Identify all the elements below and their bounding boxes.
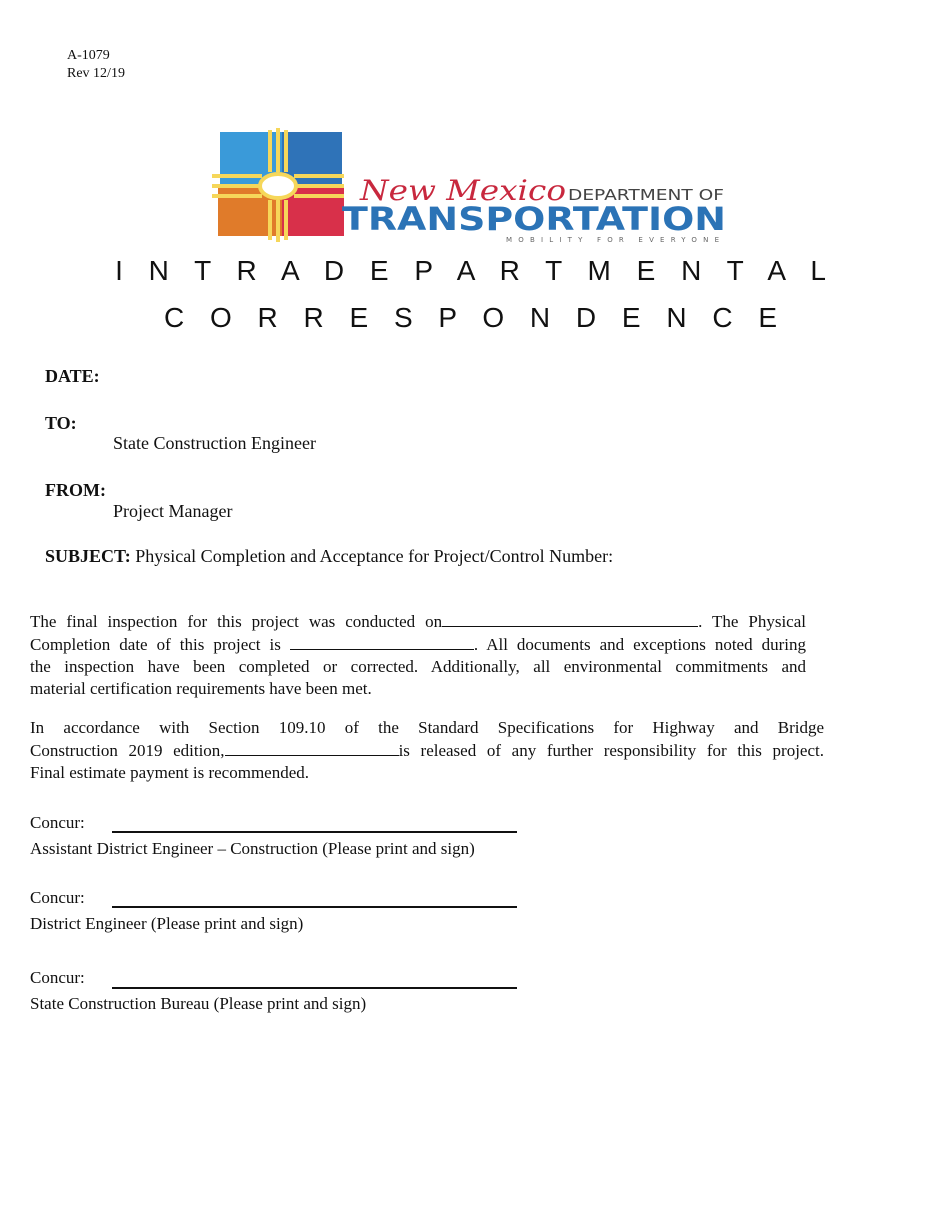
logo-script-text: New Mexico — [358, 174, 566, 207]
logo-tagline-text: MOBILITY FOR EVERYONE — [506, 236, 724, 244]
from-value: Project Manager — [113, 501, 233, 521]
paragraph-line — [30, 610, 806, 633]
form-identifier — [67, 47, 125, 83]
paragraph-text: . All documents and exceptions noted during — [473, 635, 806, 654]
title-line-2: C O R R E S P O N D E N C E — [163, 302, 787, 333]
signature-caption: State Construction Bureau (Please print and sign) — [30, 994, 367, 1013]
nmdot-logo — [212, 128, 732, 246]
inspection-date-blank[interactable] — [442, 610, 698, 627]
zia-sun-logo-mark — [212, 128, 732, 246]
paragraph-text: Completion date of this project is — [30, 635, 290, 654]
paragraph-line: In accordance with Section 109.10 of the Standard Specifications for Highway and Bridge — [30, 718, 824, 737]
paragraph-line: material certification requirements have been met. — [30, 679, 372, 698]
from-label: FROM: — [45, 480, 106, 500]
logo-dept-text: DEPARTMENT OF — [568, 186, 724, 204]
title-line-1: I N T R A D E P A R T M E N T A L — [115, 255, 835, 286]
logo-transportation-text: TRANSPORTATION — [342, 200, 726, 238]
paragraph-text: Construction 2019 edition, — [30, 741, 225, 760]
completion-date-blank[interactable] — [290, 633, 474, 650]
date-label: DATE: — [45, 366, 100, 386]
form-revision: Rev 12/19 — [67, 66, 125, 81]
subject-row — [45, 546, 613, 567]
paragraph-line: the inspection have been completed or corrected. Additionally, all environmental commitments and — [30, 657, 806, 676]
paragraph-text: The final inspection for this project was conducted on — [30, 612, 443, 631]
contractor-name-blank[interactable] — [225, 739, 399, 756]
subject-value: Physical Completion and Acceptance for Project/Control Number: — [135, 546, 614, 566]
signature-caption: Assistant District Engineer – Construction (Please print and sign) — [30, 839, 475, 858]
to-value: State Construction Engineer — [113, 433, 316, 453]
signature-line-district-engineer[interactable] — [112, 906, 517, 908]
concur-label: Concur: — [30, 968, 85, 987]
signature-line-assistant-district-engineer[interactable] — [112, 831, 517, 833]
subject-label: SUBJECT: — [45, 546, 131, 566]
to-label: TO: — [45, 413, 77, 433]
paragraph-line: Final estimate payment is recommended. — [30, 763, 310, 782]
inspection-paragraph — [30, 610, 806, 700]
paragraph-line — [30, 633, 806, 656]
concur-label: Concur: — [30, 888, 85, 907]
concur-label: Concur: — [30, 813, 85, 832]
paragraph-text: . The Physical — [698, 612, 806, 631]
release-paragraph — [30, 717, 824, 784]
signature-line-state-construction-bureau[interactable] — [112, 987, 517, 989]
paragraph-text: is released of any further responsibility for this project. — [398, 741, 824, 760]
paragraph-line — [30, 739, 824, 762]
form-number: A-1079 — [67, 48, 110, 63]
signature-caption: District Engineer (Please print and sign) — [30, 914, 304, 933]
